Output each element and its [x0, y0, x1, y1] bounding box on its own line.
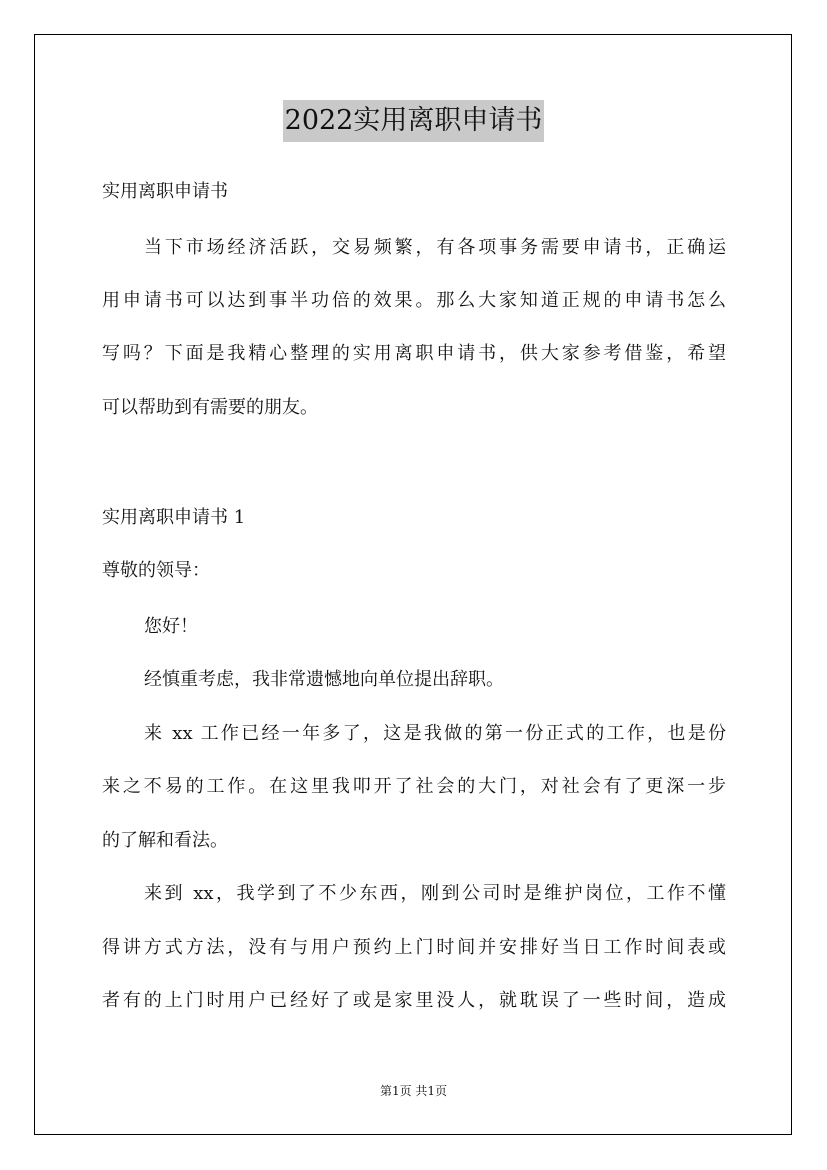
body-paragraph-2-line-2: 来之不易的工作。在这里我叩开了社会的大门，对社会有了更深一步: [102, 776, 726, 797]
body-paragraph-3-line-3: 者有的上门时用户已经好了或是家里没人，就耽误了一些时间，造成: [102, 990, 726, 1011]
subtitle-line: 实用离职申请书: [102, 181, 228, 202]
document-title: 2022实用离职申请书: [283, 100, 545, 142]
title-container: [0, 100, 827, 142]
intro-line-2: 用申请书可以达到事半功倍的效果。那么大家知道正规的申请书怎么: [102, 290, 726, 311]
body-paragraph-3-line-2: 得讲方式方法，没有与用户预约上门时间并安排好当日工作时间表或: [102, 937, 726, 958]
body-paragraph-3-line-1: 来到 xx，我学到了不少东西，刚到公司时是维护岗位，工作不懂: [144, 883, 726, 904]
body-paragraph-2-line-1: 来 xx 工作已经一年多了，这是我做的第一份正式的工作，也是份: [144, 723, 726, 744]
body-paragraph-1: 经慎重考虑，我非常遗憾地向单位提出辞职。: [144, 669, 504, 690]
greeting: 您好！: [144, 616, 198, 637]
intro-line-3: 写吗？下面是我精心整理的实用离职申请书，供大家参考借鉴，希望: [102, 343, 726, 364]
page-footer: 第1页 共1页: [379, 1084, 448, 1098]
intro-line-1: 当下市场经济活跃，交易频繁，有各项事务需要申请书，正确运: [144, 237, 726, 258]
salutation: 尊敬的领导：: [102, 560, 210, 581]
intro-line-4: 可以帮助到有需要的朋友。: [102, 397, 318, 418]
section-heading-1: 实用离职申请书 1: [102, 507, 246, 528]
body-paragraph-2-line-3: 的了解和看法。: [102, 830, 228, 851]
